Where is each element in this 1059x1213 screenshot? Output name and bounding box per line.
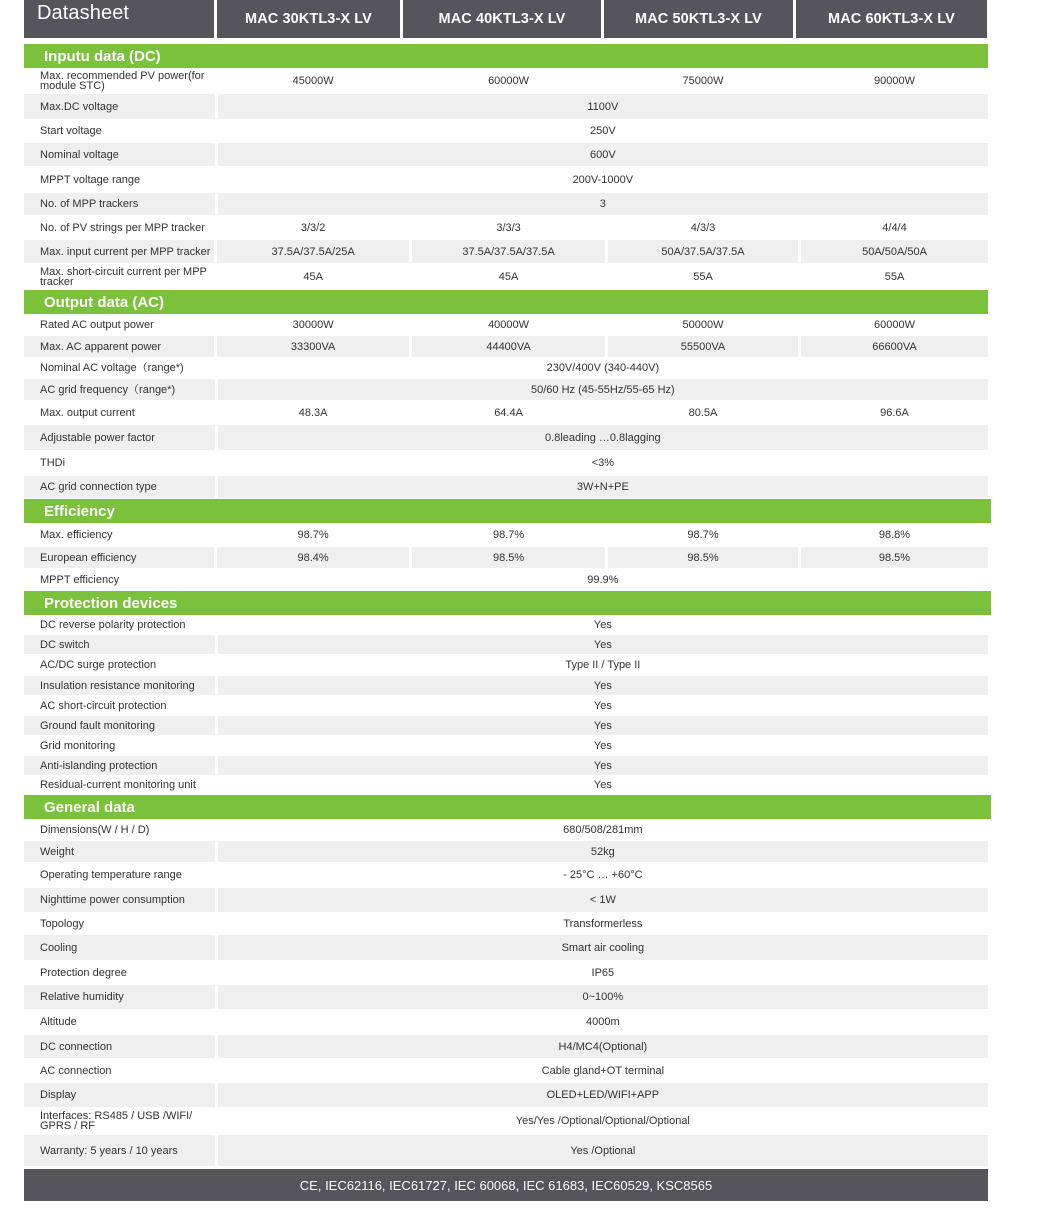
section-rows	[24, 68, 988, 290]
shared-value-cell: 99.9%	[218, 569, 988, 591]
table-row	[24, 425, 988, 451]
row-label: AC short-circuit protection	[24, 696, 215, 716]
value-cell: 98.5%	[801, 547, 988, 569]
table-row	[24, 143, 988, 167]
table-row	[24, 1135, 988, 1167]
shared-value-cell: 0.8leading …0.8lagging	[218, 425, 988, 451]
row-label: Grid monitoring	[24, 736, 215, 756]
table-row	[24, 379, 988, 401]
shared-value-cell: 50/60 Hz (45-55Hz/55-65 Hz)	[218, 379, 988, 401]
value-cell: 90000W	[801, 68, 988, 94]
table-row	[24, 961, 988, 985]
section-rows	[24, 615, 988, 795]
table-row	[24, 336, 988, 358]
table-row	[24, 264, 988, 290]
value-cell: 55A	[608, 264, 798, 290]
shared-value-cell: 600V	[218, 143, 988, 167]
model-header-3: MAC 50KTL3-X LV	[604, 0, 793, 38]
table-row	[24, 120, 988, 143]
value-cell: 4/3/3	[608, 216, 798, 240]
value-cell: 45A	[412, 264, 605, 290]
row-label: Display	[24, 1083, 215, 1108]
model-header-1: MAC 30KTL3-X LV	[217, 0, 400, 38]
table-row	[24, 523, 988, 547]
shared-value-cell: <3%	[218, 451, 988, 476]
row-label: MPPT voltage range	[24, 167, 215, 193]
table-row	[24, 569, 988, 591]
value-cell: 3/3/2	[217, 216, 409, 240]
shared-value-cell: Yes	[218, 736, 988, 756]
table-row	[24, 1059, 988, 1083]
table-row	[24, 935, 988, 961]
value-cell: 98.7%	[217, 523, 409, 547]
value-cell: 98.8%	[801, 523, 988, 547]
value-cell: 40000W	[412, 314, 605, 336]
value-cell: 80.5A	[608, 401, 798, 425]
table-row	[24, 94, 988, 120]
value-cell: 44400VA	[412, 336, 605, 358]
value-cell: 96.6A	[801, 401, 988, 425]
shared-value-cell: H4/MC4(Optional)	[218, 1035, 988, 1059]
row-label: AC/DC surge protection	[24, 655, 215, 676]
section-header: Output data (AC)	[24, 290, 988, 314]
value-cell: 98.7%	[412, 523, 605, 547]
value-cell: 33300VA	[217, 336, 409, 358]
value-cell: 50A/50A/50A	[801, 240, 988, 264]
value-cell: 60000W	[412, 68, 605, 94]
shared-value-cell: Yes/Yes /Optional/Optional/Optional	[218, 1108, 988, 1135]
value-cell: 45A	[217, 264, 409, 290]
row-label: Max. recommended PV power(for module STC)	[24, 68, 214, 94]
row-label: Max. short-circuit current per MPP tracker	[24, 264, 214, 290]
section-header: Inputu data (DC)	[24, 44, 988, 68]
row-label: European efficiency	[24, 547, 214, 569]
table-row	[24, 985, 988, 1010]
row-label: DC switch	[24, 635, 215, 655]
table-row	[24, 314, 988, 336]
table-row	[24, 888, 988, 913]
shared-value-cell: Yes	[218, 776, 988, 795]
row-label: Nominal AC voltage（range*)	[24, 358, 215, 379]
shared-value-cell: < 1W	[218, 888, 988, 913]
shared-value-cell: Yes /Optional	[218, 1135, 988, 1167]
row-label: Ground fault monitoring	[24, 716, 215, 736]
shared-value-cell: 250V	[218, 120, 988, 143]
row-label: AC connection	[24, 1059, 215, 1083]
table-header	[24, 0, 988, 38]
row-label: Protection degree	[24, 961, 215, 985]
shared-value-cell: Type II / Type II	[218, 655, 988, 676]
value-cell: 55A	[801, 264, 988, 290]
table-row	[24, 451, 988, 476]
table-row	[24, 193, 988, 216]
value-cell: 37.5A/37.5A/25A	[217, 240, 409, 264]
table-row	[24, 841, 988, 863]
datasheet-title: Datasheet	[24, 0, 214, 38]
shared-value-cell: 52kg	[218, 841, 988, 863]
table-row	[24, 547, 988, 569]
section-header: General data	[24, 795, 991, 819]
value-cell: 4/4/4	[801, 216, 988, 240]
table-row	[24, 655, 988, 676]
shared-value-cell: Yes	[218, 676, 988, 696]
value-cell: 45000W	[217, 68, 409, 94]
row-label: Operating temperature range	[24, 863, 215, 888]
table-row	[24, 863, 988, 888]
value-cell: 50A/37.5A/37.5A	[608, 240, 798, 264]
shared-value-cell: 0~100%	[218, 985, 988, 1010]
table-row	[24, 716, 988, 736]
row-label: Max.DC voltage	[24, 94, 215, 120]
model-header-2: MAC 40KTL3-X LV	[403, 0, 601, 38]
row-label: Dimensions(W / H / D)	[24, 819, 215, 841]
section-rows	[24, 523, 988, 591]
value-cell: 98.5%	[412, 547, 605, 569]
table-row	[24, 1035, 988, 1059]
certifications-footer: CE, IEC62116, IEC61727, IEC 60068, IEC 61683, IEC60529, KSC8565	[24, 1169, 988, 1201]
table-row	[24, 1108, 988, 1135]
table-row	[24, 216, 988, 240]
table-row	[24, 756, 988, 776]
value-cell: 48.3A	[217, 401, 409, 425]
spec-table	[24, 44, 988, 1167]
row-label: DC connection	[24, 1035, 215, 1059]
value-cell: 30000W	[217, 314, 409, 336]
value-cell: 64.4A	[412, 401, 605, 425]
shared-value-cell: 230V/400V (340-440V)	[218, 358, 988, 379]
row-label: Nominal voltage	[24, 143, 215, 167]
table-row	[24, 358, 988, 379]
row-label: AC grid frequency（range*)	[24, 379, 215, 401]
shared-value-cell: - 25°C … +60°C	[218, 863, 988, 888]
row-label: AC grid connection type	[24, 476, 215, 499]
shared-value-cell: Yes	[218, 696, 988, 716]
section-header: Efficiency	[24, 499, 991, 523]
row-label: Insulation resistance monitoring	[24, 676, 215, 696]
table-row	[24, 776, 988, 795]
row-label: Warranty: 5 years / 10 years	[24, 1135, 215, 1167]
table-row	[24, 736, 988, 756]
row-label: Topology	[24, 913, 215, 935]
table-row	[24, 476, 988, 499]
value-cell: 66600VA	[801, 336, 988, 358]
row-label: Relative humidity	[24, 985, 215, 1010]
table-row	[24, 1010, 988, 1035]
table-row	[24, 635, 988, 655]
row-label: Nighttime power consumption	[24, 888, 215, 913]
value-cell: 3/3/3	[412, 216, 605, 240]
row-label: Adjustable power factor	[24, 425, 215, 451]
shared-value-cell: Yes	[218, 635, 988, 655]
shared-value-cell: Yes	[218, 716, 988, 736]
shared-value-cell: 4000m	[218, 1010, 988, 1035]
section-header: Protection devices	[24, 591, 991, 615]
table-row	[24, 696, 988, 716]
table-row	[24, 401, 988, 425]
shared-value-cell: Smart air cooling	[218, 935, 988, 961]
row-label: Max. output current	[24, 401, 214, 425]
datasheet	[24, 0, 988, 1201]
row-label: Interfaces: RS485 / USB /WIFI/ GPRS / RF	[24, 1108, 215, 1135]
row-label: Anti-islanding protection	[24, 756, 215, 776]
row-label: Max. efficiency	[24, 523, 214, 547]
row-label: Residual-current monitoring unit	[24, 776, 215, 795]
shared-value-cell: OLED+LED/WIFI+APP	[218, 1083, 988, 1108]
shared-value-cell: Yes	[218, 615, 988, 635]
shared-value-cell: Yes	[218, 756, 988, 776]
shared-value-cell: 200V-1000V	[218, 167, 988, 193]
value-cell: 50000W	[608, 314, 798, 336]
row-label: Altitude	[24, 1010, 215, 1035]
table-row	[24, 68, 988, 94]
value-cell: 98.4%	[217, 547, 409, 569]
section-rows	[24, 314, 988, 499]
value-cell: 37.5A/37.5A/37.5A	[412, 240, 605, 264]
shared-value-cell: 680/508/281mm	[218, 819, 988, 841]
value-cell: 98.7%	[608, 523, 798, 547]
row-label: No. of MPP trackers	[24, 193, 215, 216]
row-label: Max. input current per MPP tracker	[24, 240, 214, 264]
row-label: THDi	[24, 451, 215, 476]
table-row	[24, 240, 988, 264]
row-label: Cooling	[24, 935, 215, 961]
table-row	[24, 819, 988, 841]
shared-value-cell: 3W+N+PE	[218, 476, 988, 499]
row-label: MPPT efficiency	[24, 569, 215, 591]
value-cell: 75000W	[608, 68, 798, 94]
value-cell: 98.5%	[608, 547, 798, 569]
row-label: No. of PV strings per MPP tracker	[24, 216, 214, 240]
row-label: Weight	[24, 841, 215, 863]
row-label: Rated AC output power	[24, 314, 214, 336]
table-row	[24, 676, 988, 696]
model-header-4: MAC 60KTL3-X LV	[796, 0, 987, 38]
table-row	[24, 913, 988, 935]
table-row	[24, 167, 988, 193]
shared-value-cell: IP65	[218, 961, 988, 985]
row-label: Max. AC apparent power	[24, 336, 214, 358]
table-row	[24, 615, 988, 635]
value-cell: 55500VA	[608, 336, 798, 358]
shared-value-cell: 1100V	[218, 94, 988, 120]
shared-value-cell: 3	[218, 193, 988, 216]
shared-value-cell: Cable gland+OT terminal	[218, 1059, 988, 1083]
row-label: DC reverse polarity protection	[24, 615, 215, 635]
section-rows	[24, 819, 988, 1167]
shared-value-cell: Transformerless	[218, 913, 988, 935]
table-row	[24, 1083, 988, 1108]
row-label: Start voltage	[24, 120, 215, 143]
value-cell: 60000W	[801, 314, 988, 336]
